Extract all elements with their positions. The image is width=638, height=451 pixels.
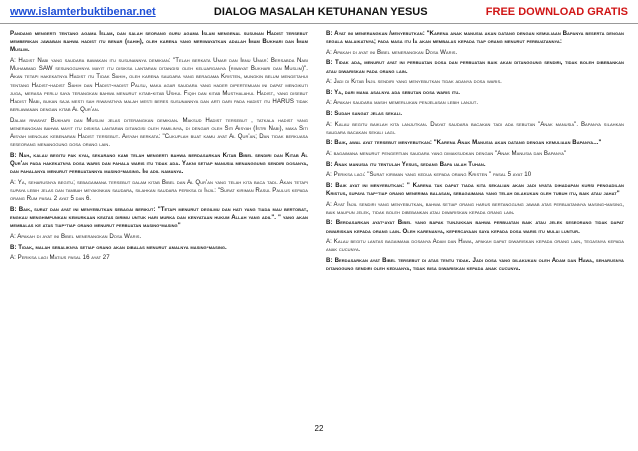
dialog-paragraph: A: Ayat Injil sendiri yang menyebutkan, bahwa setiap orang harus bertanggung jawab atas perbuatannya masing-masing, baik maupun jelek, tidak boleh dibebankan atau diwariskan kepada orang lain. [326, 200, 624, 216]
free-download-label: FREE DOWNLOAD GRATIS [485, 5, 628, 18]
dialog-paragraph: A: Hadist Nabi yang saudara bawakan itu susunannya demikian: "Telah berkata Umar dan Ibnu Umar: Bersabda Nabi Muhammad SAW sesungguhnya mayit itu disiksa lantaran ditangisi oleh keluarganya (riwayat Bukhari dan Muslim)". Akan tetapi hakekatnya Hadist itu Tidak Sahih, oleh karena saudara yang beragama Kristen, mungkin belum mengetahui tentang Hadist-hadist Sahih dan Hadist-hadist Palsu, maka agar saudara yang hader dipertemuan ini dapat mengikuti juga, merasa perlu saya terangkan bahwa menurut kitab-kitab Ushul Fiqih dan kitab Musthalahul Hadist, yang disebut Hadist Nabi, bukan saja mesti sah riwayatnya malah mesti beres susunannya dan arti dari pada hadist itu HARUS tidak berlawanan dengan kitab Al Qur'an. [10, 57, 308, 114]
dialog-paragraph: A: Kalau begitu lantas bagaimana dosanya Adam dan Hawa, apakah dapat diwariskan kepada orang lain, tegasnya kepada anak cucunya. [326, 238, 624, 254]
dialog-paragraph: A: Apakah saudara masih memerlukan penjelasan lebih lanjut. [326, 99, 479, 107]
dialog-paragraph: Pandang mengerti tentang agama Islam, dan salah seorang guru agama Islam mengenal susunan Hadist tersebut memberikan jawaban bahwa hadist itu benar (sahih), oleh karena yang meriwayatkan adalah Imam Bukhari dan Imam Muslim. [10, 30, 308, 54]
dialog-paragraph: B: Berdasarkan ayat-ayat Bibel yang bapak tunjukkan bahwa perbuatan baik atau jelek seseorang tidak dapat diwariskan kepada orang lain. Oleh karenanya, kepercayaan saya kepada dosa waris itu mulai luntur. [326, 219, 624, 235]
dialog-paragraph: B: Nah, kalau begitu pak kyai, sekarang kami telah mengerti bahwa berdasarkan Kitab Bibel sendiri dan Kitab Al Qur'an pada hakekatnya dosa waris dan pahala waris itu tidak ada. Yakni setiap manusia menanggung sendiri dosanya, dan pahalanya menurut perbuatannya masing-masing. Ini adil namanya. [10, 152, 308, 176]
dialog-paragraph: Dalam riwayat Bukhari dan Muslim jelas diterangkan demikian. Maksud Hadist tersebut , tatkala hadist yang menerangkan bahwa mayit itu disiksa lantaran ditangisi oleh familinya, di dengar oleh Siti Aisyah (Istri Nabi), maka Siti Aisyah menolak kebenaran Hadist tersebut. Aisyah berkata: "Cukuplah buat kamu ayat Al Qur'an; Dan tidak berkuasa seseorang menanggung dosa orang lain. [10, 116, 308, 149]
dialog-paragraph: B: Tidak ada, menurut ayat ini perbuatan dosa dan perbuatan baik akan ditanggung sendiri, tidak boleh dibebankan atau diwariskan pada orang lain. [326, 59, 624, 75]
site-link[interactable]: www.islamterbuktibenar.net [10, 5, 156, 18]
dialog-paragraph: B: Tidak, malah sebaliknya setiap orang akan dibalas menurut amalnya masing-masing. [10, 243, 227, 251]
dialog-paragraph: B: Ayat ini menerangkan /menyebutkan: "Karena anak manusia akan datang dengan kemuliaan Bapanya beserta dengan segala malaikatnya; pada masa itu Ia akan membalas kepada tiap orang menurut perbuatannya: [326, 30, 624, 46]
page-header [0, 0, 638, 24]
dialog-paragraph: A: Kalau begitu baiklah kita lanjutkan. Diayat saudara bacakan tadi ada sebutan "Anak manusia". Bapanya silahkan saudara bacakan sekali lagi. [326, 120, 624, 136]
dialog-paragraph: B: Baik, surat dan ayat ini menyebutkan sebagai berikut: "Tetapi menurut degilmu dan hati yang tiada mau bertobat, engkau menghimpunkan kemurkaan keatas dirimu untuk hari murka dan kenyataan hukum Allah yang adil". " yang akan membalas ke atas tiap-tiap orang menurut perbuatan masing-masing" [10, 206, 308, 230]
dialog-paragraph: A: Periksa lagi: "Surat kiriman yang kedua kepada orang Kristen " pasal 5 ayat 10 [326, 171, 532, 179]
dialog-paragraph: B: Ya, dari mana asalnya ada sebutan dosa waris itu. [326, 88, 461, 96]
dialog-paragraph: B: Anak manusia itu tentulah Yesus, sedang Bapa ialah Tuhan. [326, 160, 486, 168]
dialog-paragraph: A: Periksa lagi Matius pasal 16 ayat 27 [10, 254, 110, 262]
dialog-paragraph: B: Baik, awal ayat tersebut menyebutkan: "Karena Anak Manusia akan datang dengan kemuliaan Bapanya..." [326, 139, 602, 147]
left-column [10, 30, 308, 418]
dialog-paragraph: A: Apakah di ayat ini Bibel menerangkan Dosa Waris. [326, 48, 458, 56]
dialog-paragraph: A: Apakah di ayat ini Bibel menerangkan Dosa Waris. [10, 233, 142, 241]
page-number: 22 [314, 424, 324, 433]
dialog-paragraph: A: bagaimana menurut pengertian saudara yang dimaksudkan dengan "Anak Manusia dan Bapanya" [326, 149, 567, 157]
dialog-paragraph: B: Sudah sangat jelas sekali. [326, 109, 403, 117]
right-column [326, 30, 624, 418]
dialog-paragraph: A: Jadi di Kitab Injil sendiri yang menyebutkan tidak adanya dosa waris. [326, 78, 502, 86]
document-title: DIALOG MASALAH KETUHANAN YESUS [213, 5, 428, 18]
dialog-paragraph: B: Baik ayat ini menyebutkan: " Karena tak dapat tiada kita sekalian akan jadi nyata dihadapan kursi pengadilan Kristus, supaya tiap-tiap orang menerima balasan, sebagaimana yang telah dilakukan oleh tubuh itu, baik atau jahat" [326, 181, 624, 197]
dialog-paragraph: B: Berdasarkan ayat Bibel tersebut di atas tentu tidak. Jadi dosa yang dilakukan oleh Adam dan Hawa, seharusnya ditanggung sendiri oleh keduanya, tidak bisa diwariskan kepada anak cucunya. [326, 256, 624, 273]
dialog-paragraph: A: Ya, seharusnya begitu; sebagaimana tersebut dalam kitab Bibel dan Al Qur'an yang telah kita baca tadi. Akan tetapi supaya lebih jelas dan tambah meyakinkan saudara, silahkan saudara periksa di Injil: "Surat kiriman Rasul Paulus kepada orang Rum pasal 2 ayat 5 dan 6. [10, 179, 308, 203]
